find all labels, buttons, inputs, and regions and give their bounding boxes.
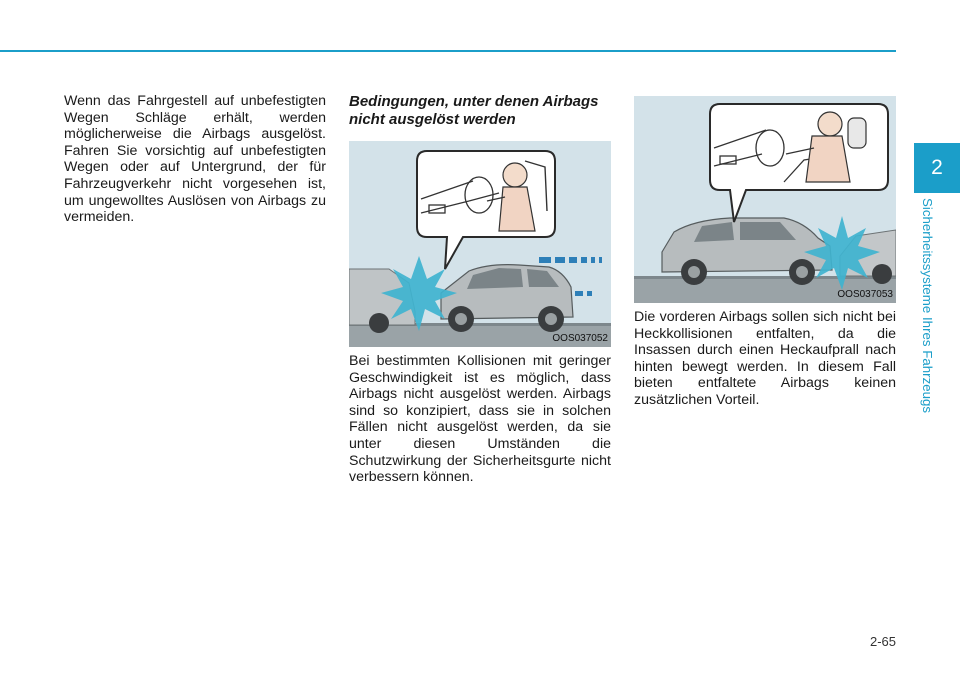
frontal-collision-illustration-icon [349,141,611,347]
intro-paragraph: Wenn das Fahrgestell auf unbefestigten Wegen Schläge erhält, werden möglicherweise die Airbags ausgelöst. Fahren Sie vorsichtig auf unbefestigten Wegen oder auf Untergrund, der für Fahrzeugverkehr nicht vorgesehen ist, um ungewolltes Auslösen von Airbags zu vermeiden. [64,93,326,226]
section-heading: Bedingungen, unter denen Airbags nicht ausgelöst werden [349,93,599,128]
rear-collision-illustration-icon [634,96,896,303]
rear-collision-figure [634,96,896,303]
header-rule [0,50,896,52]
figure-code: OOS037053 [837,289,893,300]
chapter-title: Sicherheitssysteme Ihres Fahrzeugs [920,198,935,414]
section-paragraph: Bei bestimmten Kollisionen mit geringer Geschwindigkeit ist es möglich, dass Airbags nicht ausgelöst werden. Airbags sind so konzipiert, dass sie in solchen Fällen nicht ausgelöst werden, da sie unter diesen Umständen die Schutzwirkung der Sicherheitsgurte nicht verbessern können. [349,353,611,486]
rear-collision-paragraph: Die vorderen Airbags sollen sich nicht bei Heckkollisionen entfalten, da die Insassen durch einen Heckaufprall nach hinten bewegt werden. In diesem Fall bieten entfaltete Airbags keinen zusätzlichen Vorteil. [634,309,896,408]
frontal-collision-figure [349,141,611,347]
page-number: 2-65 [869,634,896,649]
chapter-number-tab: 2 [914,143,960,193]
figure-code: OOS037052 [552,333,608,344]
